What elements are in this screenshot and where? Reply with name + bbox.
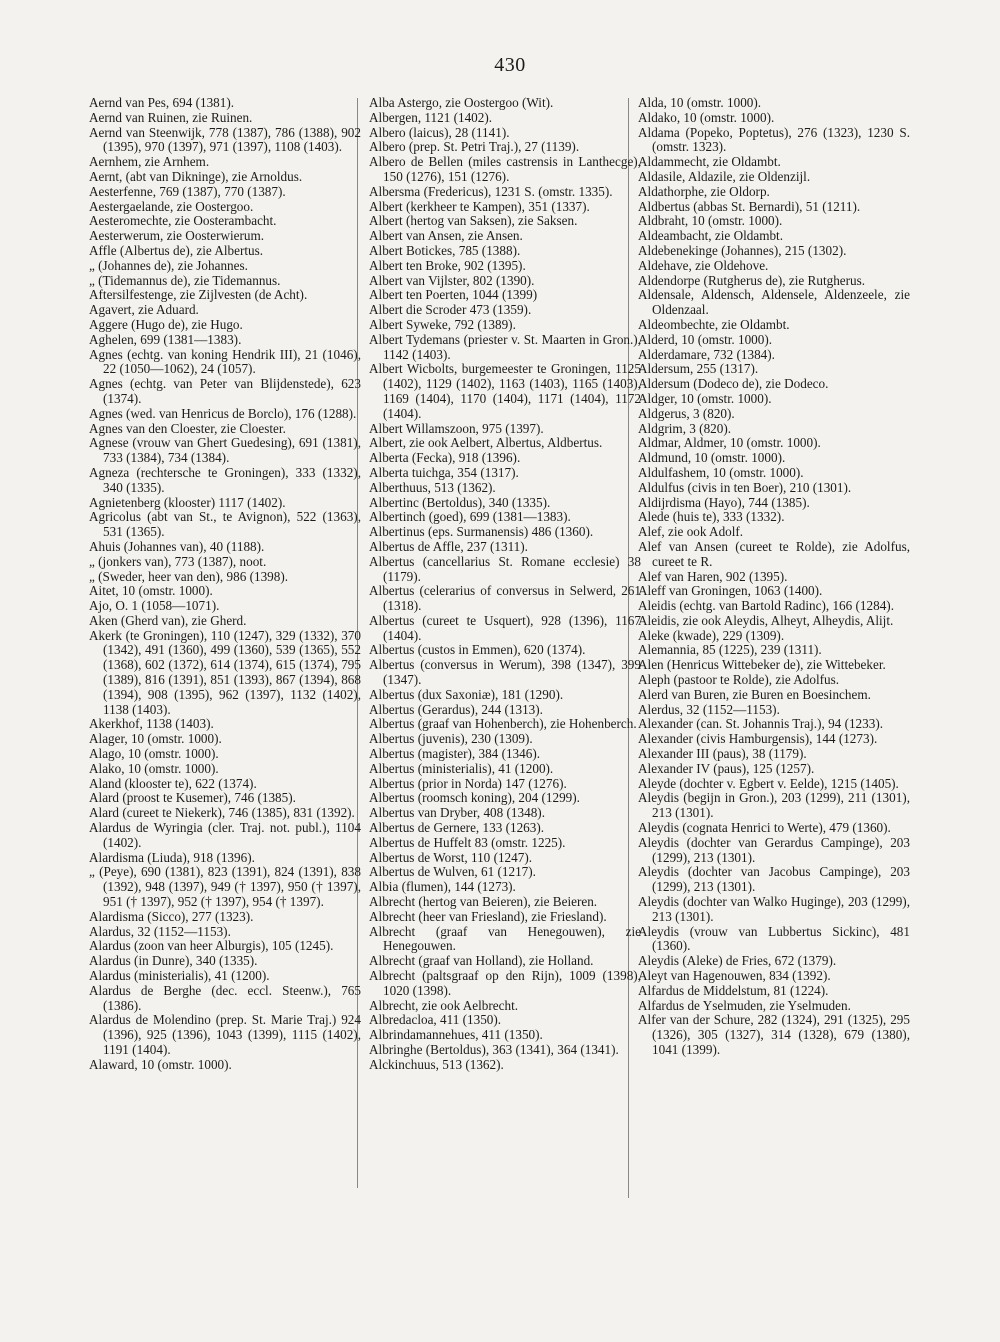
index-entry: Aleke (kwade), 229 (1309). [638,627,785,643]
index-entry: Alardus de Wyringia (cler. Traj. not. publ.), 1104 (1402). [89,820,361,850]
index-entry: Albrecht (paltsgraaf op den Rijn), 1009 (1398), 1020 (1398). [369,968,641,998]
index-entry: Aldebenekinge (Johannes), 215 (1302). [638,242,847,258]
index-entry: Agricolus (abt van St., te Avignon), 522 (1363), 531 (1365). [89,509,361,540]
index-entry: Albrecht, zie ook Aelbrecht. [369,997,519,1013]
index-entry: Alerdus, 32 (1152—1153). [638,701,780,717]
index-entry: Alfardus de Yselmuden, zie Yselmuden. [638,997,851,1013]
index-entry: „ (jonkers van), 773 (1387), noot. [89,553,267,569]
index-entry: Aldgrim, 3 (820). [638,420,732,436]
index-entry: Albringhe (Bertoldus), 363 (1341), 364 (1341). [369,1042,619,1057]
index-entry: Albertinus (eps. Surmanensis) 486 (1360). [369,524,594,540]
index-entry: Albert Wicbolts, burgemeester te Groningen, 1125 (1402), 1129 (1402), 1163 (1403), 1165 (1403), 1169 (1404), 1170 (1404), 1171 (1404), 1172 (1404). [369,361,641,421]
index-entry: Aldathorphe, zie Oldorp. [638,183,770,199]
index-entry: Alard (proost te Kusemer), 746 (1385). [89,790,296,806]
index-entry: Alef, zie ook Adolf. [638,524,744,540]
index-entry: Aitet, 10 (omstr. 1000). [89,583,213,599]
index-entry: Albertus de Wulven, 61 (1217). [369,864,536,880]
index-entry: Aesterfenne, 769 (1387), 770 (1387). [89,183,286,199]
index-entry: Alef van Haren, 902 (1395). [638,568,788,584]
index-entry: Aleyde (dochter v. Egbert v. Eelde), 1215 (1405). [638,775,899,791]
index-entry: Aleydis (begijn in Gron.), 203 (1299), 211 (1301), 213 (1301). [638,790,910,821]
index-entry: Alderd, 10 (omstr. 1000). [638,331,773,347]
index-entry: Aland (klooster te), 622 (1374). [89,775,257,791]
index-column-2 [369,96,641,1073]
index-entry: Alardus, 32 (1152—1153). [89,923,231,939]
index-entry: „ (Johannes de), zie Johannes. [89,257,248,273]
index-entry: Alda, 10 (omstr. 1000). [638,95,762,110]
index-entry: Albertus de Gernere, 133 (1263). [369,820,545,836]
index-entry: Alardus (zoon van heer Alburgis), 105 (1245). [89,938,334,954]
index-entry: Albertus (cureet te Usquert), 928 (1396), 1167 (1404). [369,612,641,643]
index-entry: Albertus (cancellarius St. Romane ecclesie) 38 (1179). [369,553,641,584]
index-entry: Albertus (dux Saxoniæ), 181 (1290). [369,686,564,702]
index-entry: Albert van Ansen, zie Ansen. [369,228,523,244]
index-entry: Albertinch (goed), 699 (1381—1383). [369,509,571,525]
index-entry: Aernd van Pes, 694 (1381). [89,95,235,110]
index-entry: Albertus van Dryber, 408 (1348). [369,805,545,821]
index-entry: Ahuis (Johannes van), 40 (1188). [89,538,265,554]
index-entry: Albert van Vijlster, 802 (1390). [369,272,535,288]
index-entry: Aestergaelande, zie Oostergoo. [89,198,254,214]
index-entry: Aldulfus (civis in ten Boer), 210 (1301). [638,479,852,495]
index-entry: Aesteromechte, zie Oosterambacht. [89,213,277,229]
index-entry: Alberthuus, 513 (1362). [369,479,496,495]
index-entry: Albertus (magister), 384 (1346). [369,746,541,762]
index-entry: Albertus (custos in Emmen), 620 (1374). [369,642,586,658]
index-entry: Albertus de Worst, 110 (1247). [369,849,533,865]
index-entry: Alardisma (Liuda), 918 (1396). [89,849,255,865]
index-entry: Aldijrdisma (Hayo), 744 (1385). [638,494,810,510]
index-entry: Agnietenberg (klooster) 1117 (1402). [89,494,286,510]
index-entry: Alard (cureet te Niekerk), 746 (1385), 831 (1392). [89,805,355,821]
index-entry: Aleidis, zie ook Aleydis, Alheyt, Alheydis, Alijt. [638,612,894,628]
index-entry: Alaward, 10 (omstr. 1000). [89,1056,232,1072]
index-entry: Albertus (Gerardus), 244 (1313). [369,701,543,717]
index-entry: Albredacloa, 411 (1350). [369,1012,502,1028]
index-entry: Aldama (Popeko, Poptetus), 276 (1323), 1230 S. (omstr. 1323). [638,124,910,155]
index-entry: Agnes (echtg. van Peter van Blijdenstede), 623 (1374). [89,376,361,406]
index-entry: Albero (prep. St. Petri Traj.), 27 (1139). [369,139,580,155]
index-entry: Aleydis (Aleke) de Fries, 672 (1379). [638,953,837,969]
index-entry: Aleydis (cognata Henrici to Werte), 479 (1360). [638,820,891,836]
index-entry: Aldger, 10 (omstr. 1000). [638,390,772,406]
index-entry: Aldehave, zie Oldehove. [638,257,769,273]
index-entry: Aleydis (dochter van Walko Huginge), 203 (1299), 213 (1301). [638,894,910,924]
index-column-3 [638,96,910,1058]
index-entry: Albertus (juvenis), 230 (1309). [369,731,533,747]
index-entry: Aleff van Groningen, 1063 (1400). [638,583,823,599]
index-entry: Aleydis (dochter van Jacobus Campinge), 203 (1299), 213 (1301). [638,864,910,895]
index-entry: Aldeambacht, zie Oldambt. [638,228,784,244]
index-entry: Alexander IV (paus), 125 (1257). [638,760,815,776]
index-entry: Alba Astergo, zie Oostergoo (Wit). [369,95,554,110]
index-entry: Albertus de Huffelt 83 (omstr. 1225). [369,834,566,850]
index-entry: Albrecht (hertog van Beieren), zie Beieren. [369,894,598,910]
index-entry: Aernd van Ruinen, zie Ruinen. [89,109,253,125]
index-entry: Aernd van Steenwijk, 778 (1387), 786 (1388), 902 (1395), 970 (1397), 971 (1397), 1108 (1403). [89,124,361,155]
index-entry: Albertus (ministerialis), 41 (1200). [369,760,554,776]
index-entry: Albert ten Broke, 902 (1395). [369,257,526,273]
index-entry: Alderdamare, 732 (1384). [638,346,775,362]
index-entry: Agneza (rechtersche te Groningen), 333 (1332), 340 (1335). [89,464,361,495]
index-entry: Albert Syweke, 792 (1389). [369,316,516,332]
index-entry: Albersma (Fredericus), 1231 S. (omstr. 1335). [369,183,613,199]
index-entry: Aftersilfestenge, zie Zijlvesten (de Acht). [89,287,308,303]
index-entry: Alardus de Molendino (prep. St. Marie Traj.) 924 (1396), 925 (1396), 1043 (1399), 1115 (1402), 1191 (1404). [89,1012,361,1057]
index-entry: Alfardus de Middelstum, 81 (1224). [638,982,829,998]
index-entry: Aldendorpe (Rutgherus de), zie Rutgherus. [638,272,866,288]
index-entry: Alago, 10 (omstr. 1000). [89,746,219,762]
index-entry: Albrindamannehues, 411 (1350). [369,1027,543,1043]
index-entry: Agnes (wed. van Henricus de Borclo), 176 (1288). [89,405,357,421]
index-entry: Albertus (graaf van Hohenberch), zie Hohenberch. [369,716,637,732]
page-number: 430 [494,54,526,76]
index-entry: Albero (laicus), 28 (1141). [369,124,510,140]
index-entry: Albert ten Poerten, 1044 (1399) [369,287,538,303]
index-entry: Aernt, (abt van Dikninge), zie Arnoldus. [89,168,303,184]
index-entry: Alberta (Fecka), 918 (1396). [369,450,521,466]
index-entry: Aken (Gherd van), zie Gherd. [89,612,247,628]
index-entry: Aldmar, Aldmer, 10 (omstr. 1000). [638,435,821,451]
index-entry: Aldeombechte, zie Oldambt. [638,316,790,332]
index-entry: Alexander III (paus), 38 (1179). [638,746,807,762]
index-entry: Aleyt van Hagenouwen, 834 (1392). [638,968,831,984]
index-entry: Alako, 10 (omstr. 1000). [89,760,219,776]
index-entry: Akerkhof, 1138 (1403). [89,716,214,732]
index-entry: Albert (hertog van Saksen), zie Saksen. [369,213,578,229]
index-entry: Aghelen, 699 (1381—1383). [89,331,242,347]
index-entry: Aleidis (echtg. van Bartold Radinc), 166 (1284). [638,598,894,614]
index-entry: Aldulfashem, 10 (omstr. 1000). [638,464,804,480]
index-entry: Albertus (conversus in Werum), 398 (1347), 399 (1347). [369,657,641,688]
index-entry: „ (Sweder, heer van den), 986 (1398). [89,568,289,584]
index-entry: Alardus de Berghe (dec. eccl. Steenw.), 765 (1386). [89,982,361,1013]
index-entry: Aldasile, Aldazile, zie Oldenzijl. [638,168,811,184]
index-entry: Alberta tuichga, 354 (1317). [369,464,519,480]
index-entry: Albert, zie ook Aelbert, Albertus, Aldbertus. [369,435,603,451]
index-entry: Ajo, O. 1 (1058—1071). [89,598,220,614]
index-entry: Agnes van den Cloester, zie Cloester. [89,420,286,436]
index-entry: Aldgerus, 3 (820). [638,405,735,421]
index-entry: „ (Peye), 690 (1381), 823 (1391), 824 (1391), 838 (1392), 948 (1397), 949 († 1397), 950 († 1397), 951 († 1397), 952 († 1397), 954 († 1397). [89,864,361,910]
index-entry: Alardus (in Dunre), 340 (1335). [89,953,258,969]
index-entry: Albert (kerkheer te Kampen), 351 (1337). [369,198,590,214]
index-column-1 [89,96,361,1073]
index-entry: Albert Botickes, 785 (1388). [369,242,521,258]
index-entry: Aggere (Hugo de), zie Hugo. [89,316,243,332]
index-entry: Aldammecht, zie Oldambt. [638,154,781,170]
index-entry: Aldbertus (abbas St. Bernardi), 51 (1211). [638,198,861,214]
index-entry: Aernhem, zie Arnhem. [89,154,210,170]
index-entry: Aesterwerum, zie Oosterwierum. [89,228,265,244]
index-entry: Alfer van der Schure, 282 (1324), 291 (1325), 295 (1326), 305 (1327), 314 (1328), 679 (1380), 1041 (1399). [638,1012,910,1057]
index-entry: Albertinc (Bertoldus), 340 (1335). [369,494,551,510]
index-entry: Albert die Scroder 473 (1359). [369,302,532,318]
index-entry: Aleph (pastoor te Rolde), zie Adolfus. [638,672,840,688]
index-entry: „ (Tidemannus de), zie Tidemannus. [89,272,281,288]
index-entry: Alexander (civis Hamburgensis), 144 (1273). [638,731,878,747]
index-entry: Albertus (celerarius of conversus in Selwerd, 261 (1318). [369,583,641,614]
index-entry: Alager, 10 (omstr. 1000). [89,731,222,747]
index-entry: Alardus (ministerialis), 41 (1200). [89,968,270,984]
index-entry: Akerk (te Groningen), 110 (1247), 329 (1332), 370 (1342), 491 (1360), 499 (1360), 539 (1365), 552 (1368), 602 (1372), 614 (1374), 615 (1374), 795 (1389), 816 (1391), 851 (1393), 867 (1394), 868 (1394), 908 (1395), 962 (1397), 1132 (1402), 1138 (1403). [89,627,361,717]
index-entry: Albrecht (graaf van Holland), zie Holland. [369,953,594,969]
index-entry: Agavert, zie Aduard. [89,302,199,318]
index-entry: Alef van Ansen (cureet te Rolde), zie Adolfus, cureet te R. [638,538,910,569]
index-entry: Aldbraht, 10 (omstr. 1000). [638,213,783,229]
index-entry: Aldersum, 255 (1317). [638,361,759,377]
index-entry: Alardisma (Sicco), 277 (1323). [89,908,254,924]
index-entry: Agnese (vrouw van Ghert Guedesing), 691 (1381), 733 (1384), 734 (1384). [89,435,361,466]
index-entry: Albrecht (heer van Friesland), zie Friesland). [369,908,607,924]
index-entry: Albert Tydemans (priester v. St. Maarten in Gron.), 1142 (1403). [369,331,641,362]
index-entry: Aleydis (vrouw van Lubbertus Sickinc), 481 (1360). [638,923,910,954]
index-entry: Alexander (can. St. Johannis Traj.), 94 (1233). [638,716,884,732]
index-entry: Aleydis (dochter van Gerardus Campinge), 203 (1299), 213 (1301). [638,834,910,865]
index-entry: Albergen, 1121 (1402). [369,109,493,125]
index-entry: Aldersum (Dodeco de), zie Dodeco. [638,376,829,392]
index-entry: Albert Willamszoon, 975 (1397). [369,420,544,436]
index-entry: Aldensale, Aldensch, Aldensele, Aldenzeele, zie Oldenzaal. [638,287,910,318]
index-entry: Aldmund, 10 (omstr. 1000). [638,450,786,466]
index-entry: Alerd van Buren, zie Buren en Boesinchem. [638,686,871,702]
index-entry: Albertus (roomsch koning), 204 (1299). [369,790,580,806]
index-entry: Alen (Henricus Wittebeker de), zie Wittebeker. [638,657,886,673]
index-entry: Affle (Albertus de), zie Albertus. [89,242,264,258]
index-entry: Albero de Bellen (miles castrensis in Lanthecge), 150 (1276), 151 (1276). [369,154,641,184]
index-entry: Alede (huis te), 333 (1332). [638,509,785,525]
index-entry: Albertus de Affle, 237 (1311). [369,538,528,554]
index-entry: Albia (flumen), 144 (1273). [369,879,516,895]
index-entry: Aldako, 10 (omstr. 1000). [638,109,775,125]
index-entry: Alemannia, 85 (1225), 239 (1311). [638,642,822,658]
index-entry: Albertus (prior in Norda) 147 (1276). [369,775,567,791]
index-entry: Agnes (echtg. van koning Hendrik III), 21 (1046), 22 (1050—1062), 24 (1057). [89,346,361,377]
index-entry: Albrecht (graaf van Henegouwen), zie Henegouwen. [369,923,641,954]
index-entry: Alckinchuus, 513 (1362). [369,1056,504,1072]
